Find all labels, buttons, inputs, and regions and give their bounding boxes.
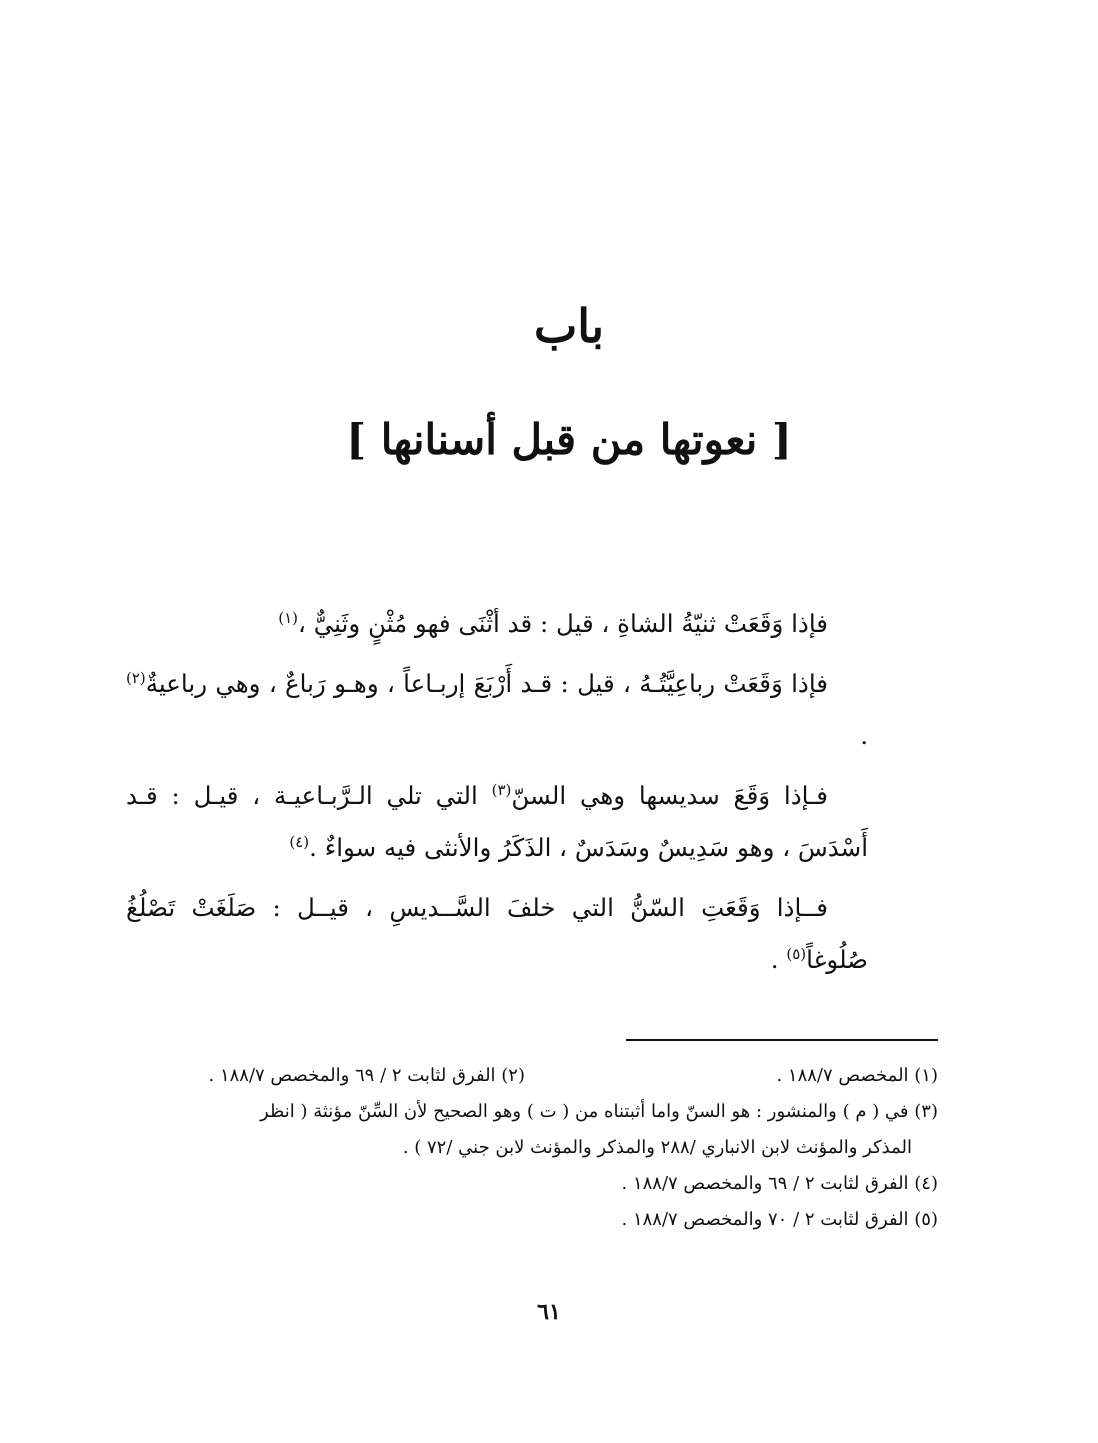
paragraph-1 (126, 598, 868, 650)
footnote-ref-5: (٥) (786, 944, 807, 963)
paragraph-2-text: فإذا وَقَعَتْ رباعِيَّتُـهُ ، قيل : قـد أَرْبَعَ إربـاعاً ، وهـو رَباعٌ ، وهي رباعيةٌ (145, 669, 828, 698)
footnote-ref-3: (٣) (491, 780, 512, 799)
paragraph-3-text: فـإذا وَقَعَ سديسها وهي السنّ (511, 781, 829, 810)
footnote-divider (626, 1039, 938, 1041)
footnote-row-1-2 (112, 1058, 938, 1094)
footnote-2: (٢) الفرق لثابت ٢ / ٦٩ والمخصص ١٨٨/٧ . (208, 1065, 525, 1086)
paragraph-2 (126, 658, 868, 762)
paragraph-4-tail: . (770, 945, 787, 974)
paragraph-1-text: فإذا وَقَعَتْ ثنيّةُ الشاةِ ، قيل : قد أثْنَى فهو مُثْنٍ وثَنِيٌّ ، (298, 609, 828, 638)
footnote-ref-4: (٤) (289, 832, 310, 851)
footnote-3-continued: المذكر والمؤنث لابن الانباري /٢٨٨ والمذكر والمؤنث لابن جني /٧٢ ) . (402, 1137, 912, 1158)
body-text (126, 598, 868, 994)
footnotes (112, 1058, 938, 1238)
footnote-1: (١) المخصص ١٨٨/٧ . (776, 1065, 938, 1086)
paragraph-4-text: فــإذا وَقَعَتِ السّنُّ التي خلفَ السَّــديسِ ، قيــل : صَلَغَتْ تَصْلُغُ صُلُوغاً (126, 893, 868, 974)
paragraph-3-tail: التي تلي الـرَّبـاعيـة ، قيـل : قـد أَسْدَسَ ، وهو سَدِيسٌ وسَدَسٌ ، الذَكَرُ والأنثى فيه سواءٌ . (126, 781, 868, 862)
paragraph-2-tail: . (860, 721, 868, 750)
footnote-5: (٥) الفرق لثابت ٢ / ٧٠ والمخصص ١٨٨/٧ . (621, 1209, 938, 1230)
paragraph-4 (126, 882, 868, 986)
footnote-3: (٣) في ( م ) والمنشور : هو السنّ واما أثبتناه من ( ت ) وهو الصحيح لأن السِّنّ مؤنثة ( انظر (260, 1101, 938, 1122)
page-number: ٦١ (537, 1299, 561, 1325)
chapter-subtitle: [ نعوتها من قبل أسنانها ] (346, 415, 792, 464)
footnote-ref-2: (٢) (126, 668, 146, 687)
footnote-4: (٤) الفرق لثابت ٢ / ٦٩ والمخصص ١٨٨/٧ . (621, 1173, 938, 1194)
footnote-ref-1: (١) (278, 608, 299, 627)
paragraph-3 (126, 770, 868, 874)
chapter-heading: باب (533, 299, 605, 353)
